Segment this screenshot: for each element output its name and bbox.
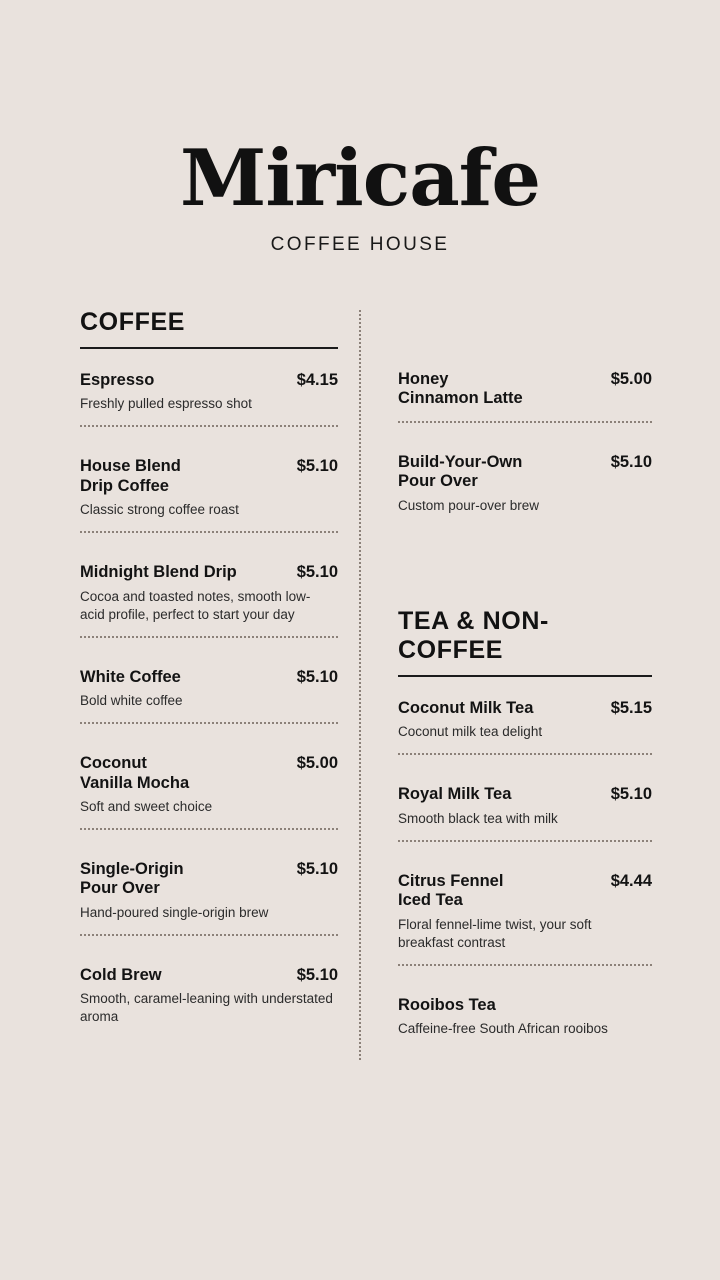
- menu-item-header: [398, 699, 652, 718]
- menu-item-price: $5.10: [296, 563, 338, 582]
- menu-item: [398, 699, 652, 785]
- section-spacer: [398, 529, 652, 607]
- menu-item-name: Build-Your-Own Pour Over: [398, 452, 523, 491]
- item-separator: [398, 964, 652, 966]
- coffee-column: [0, 308, 360, 1052]
- menu-item-description: Cocoa and toasted notes, smooth low-acid profile, perfect to start your day: [80, 588, 311, 622]
- coffee-continued: [398, 370, 652, 529]
- menu-item-name: White Coffee: [80, 667, 181, 686]
- menu-item-price: $5.00: [296, 754, 338, 773]
- item-separator: [80, 425, 338, 427]
- menu-item-header: [80, 754, 338, 793]
- menu-item-description: Floral fennel-lime twist, your soft breakfast contrast: [398, 916, 592, 950]
- menu-item-price: $5.10: [296, 457, 338, 476]
- menu-item-price: $4.44: [610, 871, 652, 890]
- menu-item-header: [80, 371, 338, 390]
- menu-item-price: $5.00: [610, 370, 652, 388]
- menu-item-name: Coconut Milk Tea: [398, 698, 534, 717]
- menu-item-price: $5.10: [610, 785, 652, 804]
- menu-item-description: Classic strong coffee roast: [80, 502, 239, 518]
- menu-item: [80, 371, 338, 457]
- menu-item-header: [398, 453, 652, 492]
- menu-item-price: $5.10: [296, 860, 338, 878]
- item-separator: [80, 934, 338, 936]
- menu-item-name: Royal Milk Tea: [398, 785, 512, 804]
- brand-subtitle: COFFEE HOUSE: [270, 234, 450, 255]
- item-separator: [398, 840, 652, 842]
- menu-item-description: Bold white coffee: [80, 693, 183, 709]
- menu-item-name: Rooibos Tea: [398, 995, 496, 1014]
- item-separator: [80, 636, 338, 638]
- menu-item-name: Espresso: [80, 371, 155, 389]
- menu-item-name: Cold Brew: [80, 965, 162, 984]
- menu-item-header: [80, 966, 338, 985]
- menu-item-header: [80, 563, 338, 582]
- menu-item-name: Single-Origin Pour Over: [80, 860, 184, 898]
- menu-item-name: Midnight Blend Drip: [80, 563, 237, 582]
- menu-item: [398, 785, 652, 871]
- menu-item-price: $5.10: [296, 965, 338, 984]
- tea-column: [360, 308, 720, 1052]
- menu-item: [80, 668, 338, 754]
- item-separator: [80, 722, 338, 724]
- menu-item-description: Hand-poured single-origin brew: [80, 904, 269, 920]
- menu-item-name: House Blend Drip Coffee: [80, 457, 181, 495]
- menu-item-price: $5.10: [610, 452, 652, 471]
- menu-item-price: $4.15: [296, 371, 338, 389]
- menu-item-description: Custom pour-over brew: [398, 497, 540, 513]
- menu-item-header: [398, 370, 652, 409]
- menu-item-description: Smooth black tea with milk: [398, 810, 558, 826]
- menu-item: [398, 996, 652, 1052]
- menu-item-description: Coconut milk tea delight: [398, 724, 543, 740]
- menu-item-name: Coconut Vanilla Mocha: [80, 754, 190, 792]
- section-title-tea: TEA & NON-COFFEE: [398, 607, 652, 677]
- menu-item-header: [398, 872, 652, 911]
- menu-item: [80, 966, 338, 1040]
- item-separator: [398, 753, 652, 755]
- menu-item-description: Soft and sweet choice: [80, 799, 213, 815]
- menu-item-header: [80, 668, 338, 687]
- menu-item-description: Caffeine-free South African rooibos: [398, 1020, 608, 1036]
- item-separator: [80, 828, 338, 830]
- item-separator: [398, 421, 652, 423]
- menu-item: [80, 457, 338, 563]
- menu-item: [398, 872, 652, 996]
- menu-item-description: Smooth, caramel-leaning with understated aroma: [80, 991, 333, 1025]
- menu-item-name: Citrus Fennel Iced Tea: [398, 871, 504, 910]
- menu-item: [80, 754, 338, 860]
- menu-item: [398, 370, 652, 453]
- item-separator: [80, 531, 338, 533]
- menu-columns: [0, 308, 720, 1052]
- menu-item-description: Freshly pulled espresso shot: [80, 396, 252, 412]
- page-title: Miricafe: [180, 133, 540, 224]
- menu-item-header: [398, 996, 652, 1015]
- menu-item-price: $5.10: [296, 667, 338, 686]
- menu-item-header: [80, 457, 338, 496]
- menu-item: [398, 453, 652, 529]
- section-title-coffee: COFFEE: [80, 308, 338, 349]
- menu-item: [80, 860, 338, 966]
- menu-item: [80, 563, 338, 667]
- menu-item-header: [398, 785, 652, 804]
- menu-header: [0, 0, 720, 256]
- menu-item-name: Honey Cinnamon Latte: [398, 370, 523, 408]
- menu-item-price: $5.15: [610, 698, 652, 717]
- menu-item-header: [80, 860, 338, 899]
